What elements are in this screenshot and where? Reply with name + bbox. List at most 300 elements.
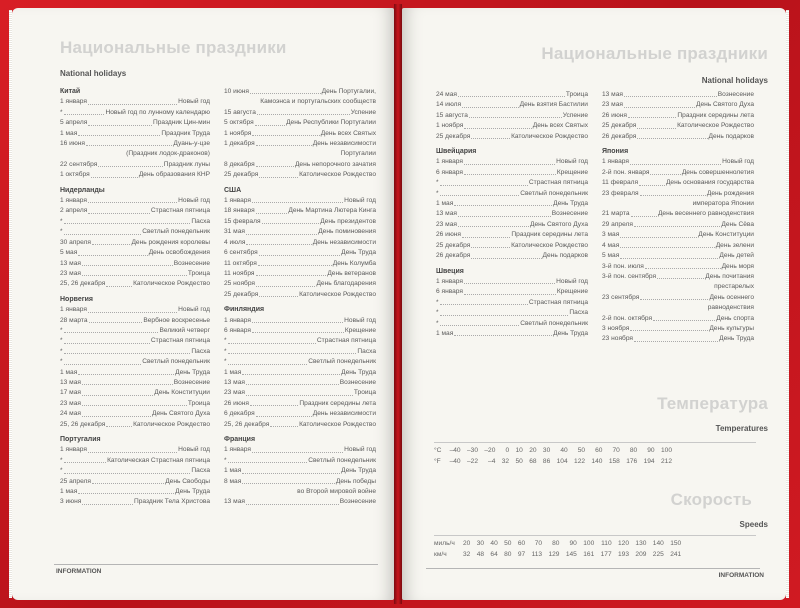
leader-dots bbox=[624, 100, 695, 107]
leader-dots bbox=[464, 287, 556, 294]
holiday-date: 25 апреля bbox=[60, 477, 91, 485]
holiday-row bbox=[224, 129, 376, 139]
leader-dots bbox=[464, 157, 555, 164]
holiday-row bbox=[60, 336, 210, 346]
holiday-name: Светлый понедельник bbox=[520, 319, 588, 327]
holiday-row bbox=[436, 132, 588, 142]
leader-dots bbox=[250, 87, 321, 94]
holiday-row bbox=[224, 399, 376, 409]
leader-dots bbox=[91, 170, 138, 177]
holiday-date: 28 марта bbox=[60, 316, 88, 324]
holiday-date: * bbox=[60, 358, 63, 366]
holiday-date: 22 сентября bbox=[60, 160, 98, 168]
holiday-row bbox=[602, 178, 754, 188]
leader-dots bbox=[259, 290, 298, 297]
holiday-name: День освобождения bbox=[148, 249, 210, 257]
holiday-row bbox=[224, 456, 376, 466]
temperature-table bbox=[434, 445, 675, 467]
holiday-row bbox=[436, 178, 588, 188]
holiday-row bbox=[224, 409, 376, 419]
holiday-name: День Труда bbox=[719, 335, 754, 343]
holiday-row bbox=[60, 108, 210, 118]
leader-dots bbox=[454, 199, 552, 206]
holiday-date: 30 апреля bbox=[60, 238, 91, 246]
holiday-row bbox=[224, 388, 376, 398]
leader-dots bbox=[228, 347, 357, 354]
holiday-row bbox=[224, 227, 376, 237]
leader-dots bbox=[92, 477, 164, 484]
holiday-row bbox=[60, 259, 210, 269]
holiday-date: * bbox=[436, 319, 439, 327]
holiday-date: 6 декабря bbox=[224, 410, 255, 418]
table-cell: 104 bbox=[556, 458, 568, 465]
leader-dots bbox=[252, 129, 319, 136]
holiday-name: Великий четверг bbox=[159, 326, 210, 334]
kmh-label: км/ч bbox=[434, 551, 447, 558]
holiday-name: Троица bbox=[187, 399, 210, 407]
holiday-date: 3 мая bbox=[602, 231, 620, 239]
table-cell: 129 bbox=[548, 551, 560, 558]
holiday-row bbox=[224, 259, 376, 269]
holiday-name: День образования КНР bbox=[138, 171, 210, 179]
holiday-name: День независимости bbox=[312, 410, 376, 418]
holiday-row bbox=[436, 189, 588, 199]
leader-dots bbox=[89, 316, 143, 323]
holiday-name: Крещение bbox=[344, 326, 376, 334]
leader-dots bbox=[620, 241, 714, 248]
holiday-date: 1 января bbox=[224, 197, 251, 205]
holiday-row bbox=[224, 160, 376, 170]
leader-dots bbox=[242, 477, 335, 484]
holiday-date: 15 февраля bbox=[224, 217, 261, 225]
holiday-row bbox=[224, 420, 376, 430]
page-title: Национальные праздники bbox=[60, 38, 287, 57]
leader-dots bbox=[246, 497, 339, 504]
leader-dots bbox=[82, 378, 173, 385]
holiday-name: День весеннего равноденствия bbox=[657, 210, 754, 218]
holiday-date: 25 декабря bbox=[436, 132, 471, 140]
left-page bbox=[12, 8, 394, 600]
holiday-row bbox=[60, 420, 210, 430]
holiday-name: День детей bbox=[719, 252, 754, 260]
holiday-name: День рождения bbox=[706, 189, 754, 197]
country-heading: Швеция bbox=[436, 267, 464, 275]
leader-dots bbox=[440, 178, 528, 185]
holiday-name: День совершеннолетия bbox=[681, 168, 754, 176]
holiday-name: Новый год bbox=[344, 446, 376, 454]
leader-dots bbox=[637, 132, 707, 139]
holiday-name: Праздник Труда bbox=[161, 129, 210, 137]
holiday-name: Светлый понедельник bbox=[142, 358, 210, 366]
table-cell: –30 bbox=[466, 447, 478, 454]
holiday-name: Успение bbox=[350, 108, 376, 116]
table-cell: 32 bbox=[501, 458, 510, 465]
table-cell: 90 bbox=[569, 540, 577, 547]
country-heading: Япония bbox=[602, 148, 629, 156]
leader-dots bbox=[620, 251, 718, 258]
holiday-name: Вознесение bbox=[717, 91, 754, 98]
holiday-date: 1 октября bbox=[60, 171, 90, 179]
page-subtitle: National holidays bbox=[60, 69, 127, 78]
kmh-row bbox=[434, 549, 684, 560]
holiday-date: 25, 26 декабря bbox=[60, 420, 106, 428]
holiday-name: Пасха bbox=[191, 467, 210, 475]
leader-dots bbox=[257, 108, 350, 115]
holiday-row bbox=[602, 262, 754, 272]
holiday-date: 25 декабря bbox=[602, 122, 637, 130]
holiday-row bbox=[224, 248, 376, 258]
holiday-name: Католическое Рождество bbox=[511, 132, 588, 140]
holiday-name: Католическое Рождество bbox=[133, 280, 210, 288]
holiday-row bbox=[60, 456, 210, 466]
leader-dots bbox=[471, 132, 510, 139]
holiday-name: День всех Святых bbox=[532, 122, 588, 130]
holiday-row bbox=[60, 149, 210, 159]
table-cell: 194 bbox=[643, 458, 655, 465]
holiday-row bbox=[224, 445, 376, 455]
holiday-row bbox=[60, 445, 210, 455]
leader-dots bbox=[64, 227, 142, 234]
holiday-date: * bbox=[60, 467, 63, 475]
holiday-row bbox=[60, 160, 210, 170]
holiday-row bbox=[602, 272, 754, 282]
holiday-row bbox=[224, 97, 376, 107]
holiday-row bbox=[60, 388, 210, 398]
leader-dots bbox=[650, 168, 680, 175]
holiday-date: 23 мая bbox=[60, 269, 81, 277]
leader-dots bbox=[228, 357, 308, 364]
holiday-row bbox=[60, 399, 210, 409]
right-page bbox=[402, 8, 786, 600]
holiday-name: императора Японии bbox=[692, 200, 754, 208]
leader-dots bbox=[454, 329, 552, 336]
holiday-name: День Сёва bbox=[721, 220, 754, 228]
holiday-row bbox=[60, 477, 210, 487]
holiday-row bbox=[60, 217, 210, 227]
holiday-name: День всех Святых bbox=[320, 129, 376, 137]
holiday-date: 5 апреля bbox=[60, 119, 88, 127]
holiday-row bbox=[60, 326, 210, 336]
holiday-row bbox=[602, 314, 754, 324]
holiday-name: День Конституции bbox=[154, 389, 210, 397]
holiday-date: 1 мая bbox=[436, 329, 454, 337]
holiday-row bbox=[602, 251, 754, 261]
speed-title: Скорость bbox=[670, 490, 752, 509]
holiday-row bbox=[602, 121, 754, 131]
leader-dots bbox=[64, 456, 106, 463]
table-cell: 225 bbox=[652, 551, 664, 558]
holiday-row bbox=[224, 269, 376, 279]
holiday-name: Вознесение bbox=[173, 378, 210, 386]
table-cell: 80 bbox=[504, 551, 512, 558]
holiday-name: Новый год bbox=[344, 316, 376, 324]
holiday-row bbox=[602, 111, 754, 121]
holiday-date: * bbox=[224, 347, 227, 355]
leader-dots bbox=[471, 241, 510, 248]
table-cell: 110 bbox=[601, 540, 612, 547]
holiday-date: 1 мая bbox=[224, 467, 242, 475]
temperature-title: Температура bbox=[657, 394, 768, 413]
holiday-row bbox=[224, 87, 376, 97]
leader-dots bbox=[106, 420, 132, 427]
holiday-row bbox=[60, 279, 210, 289]
holiday-date: 5 мая bbox=[60, 249, 78, 257]
leader-dots bbox=[252, 445, 343, 452]
leader-dots bbox=[471, 251, 541, 258]
holiday-date: 13 мая bbox=[224, 498, 245, 506]
country-heading: Швейцария bbox=[436, 148, 477, 156]
holiday-date: 24 мая bbox=[60, 410, 81, 418]
holiday-name: Страстная пятница bbox=[316, 337, 376, 345]
holiday-name: Католическое Рождество bbox=[133, 420, 210, 428]
table-cell: 80 bbox=[552, 540, 560, 547]
holiday-row bbox=[602, 303, 754, 313]
country-heading: Франция bbox=[224, 436, 256, 443]
leader-dots bbox=[440, 308, 569, 315]
holiday-name: День Труда bbox=[341, 368, 376, 376]
country-heading: Португалия bbox=[60, 436, 101, 443]
holiday-date: * bbox=[60, 347, 63, 355]
holiday-name: День Святого Духа bbox=[696, 101, 754, 109]
holiday-date: 6 сентября bbox=[224, 249, 258, 257]
table-cell: 30 bbox=[542, 447, 551, 454]
holiday-date: 8 мая bbox=[224, 477, 242, 485]
holiday-row bbox=[60, 139, 210, 149]
leader-dots bbox=[630, 324, 708, 331]
leader-dots bbox=[255, 118, 285, 125]
holiday-row bbox=[436, 111, 588, 121]
table-cell: 30 bbox=[476, 540, 485, 547]
celsius-label: °C bbox=[434, 447, 442, 454]
leader-dots bbox=[256, 269, 327, 276]
holiday-date: 13 мая bbox=[60, 259, 81, 267]
holiday-name: Католическое Рождество bbox=[299, 420, 376, 428]
holiday-name: (Праздник лодок-драконов) bbox=[126, 150, 210, 158]
holiday-row bbox=[224, 139, 376, 149]
holiday-row bbox=[60, 238, 210, 248]
table-cell: 0 bbox=[505, 447, 510, 454]
holiday-date: 6 января bbox=[436, 168, 463, 176]
holiday-row bbox=[224, 149, 376, 159]
footer-label: INFORMATION bbox=[56, 568, 102, 575]
holiday-date: 1 января bbox=[224, 446, 251, 454]
holiday-row bbox=[602, 324, 754, 334]
holiday-row bbox=[60, 357, 210, 367]
leader-dots bbox=[256, 409, 312, 416]
table-cell: 97 bbox=[517, 551, 526, 558]
leader-dots bbox=[256, 160, 294, 167]
holiday-row bbox=[224, 477, 376, 487]
holiday-row bbox=[436, 277, 588, 287]
holiday-name: Праздник луны bbox=[163, 160, 210, 168]
holiday-name: Португалии bbox=[340, 150, 376, 158]
mph-label: миль/ч bbox=[434, 540, 455, 547]
holiday-row bbox=[60, 497, 210, 507]
holiday-date: 3-й пон. июля bbox=[602, 262, 644, 270]
holiday-row bbox=[436, 100, 588, 110]
table-cell: 20 bbox=[462, 540, 471, 547]
holiday-date: * bbox=[436, 179, 439, 187]
holiday-row bbox=[436, 308, 588, 318]
holiday-name: День Труда bbox=[175, 368, 210, 376]
holiday-row bbox=[602, 199, 754, 209]
holiday-row bbox=[602, 209, 754, 219]
leader-dots bbox=[82, 497, 133, 504]
holiday-name: День Труда bbox=[175, 488, 210, 496]
holiday-name: престарелых bbox=[714, 283, 754, 291]
leader-dots bbox=[64, 326, 159, 333]
holiday-date: 1 января bbox=[60, 306, 87, 314]
holiday-row bbox=[602, 334, 754, 344]
leader-dots bbox=[64, 217, 191, 224]
holiday-date: 23 февраля bbox=[602, 189, 639, 197]
table-cell: 176 bbox=[626, 458, 638, 465]
table-cell: 50 bbox=[577, 447, 586, 454]
leader-dots bbox=[262, 217, 320, 224]
table-cell: 32 bbox=[462, 551, 471, 558]
holiday-row bbox=[602, 189, 754, 199]
holiday-date: 23 мая bbox=[602, 101, 623, 109]
holiday-name: Новый год bbox=[178, 306, 210, 314]
holiday-name: День Святого Духа bbox=[152, 410, 210, 418]
holiday-date: 4 июля bbox=[224, 238, 246, 246]
leader-dots bbox=[462, 230, 510, 237]
table-cell: 40 bbox=[560, 447, 568, 454]
holiday-date: 11 февраля bbox=[602, 179, 639, 187]
holiday-name: День Португалии, bbox=[321, 88, 376, 95]
holiday-date: 23 сентября bbox=[602, 293, 640, 301]
holiday-date: 1 мая bbox=[436, 200, 454, 208]
leader-dots bbox=[88, 305, 177, 312]
holiday-row bbox=[436, 157, 588, 167]
holiday-date: 1 января bbox=[60, 98, 87, 106]
holiday-name: День осеннего bbox=[709, 293, 754, 301]
leader-dots bbox=[620, 230, 697, 237]
table-cell: –22 bbox=[466, 458, 478, 465]
leader-dots bbox=[64, 336, 150, 343]
table-cell: 100 bbox=[660, 447, 672, 454]
holiday-row bbox=[60, 118, 210, 128]
holiday-name: День победы bbox=[335, 477, 376, 485]
holiday-row bbox=[224, 279, 376, 289]
holiday-date: 5 октября bbox=[224, 119, 254, 127]
leader-dots bbox=[88, 206, 150, 213]
leader-dots bbox=[88, 196, 177, 203]
leader-dots bbox=[628, 111, 676, 118]
holiday-row bbox=[60, 487, 210, 497]
holiday-row bbox=[224, 347, 376, 357]
table-cell: 158 bbox=[608, 458, 620, 465]
leader-dots bbox=[82, 409, 151, 416]
holiday-date: 26 июня bbox=[224, 399, 250, 407]
leader-dots bbox=[256, 206, 288, 213]
holiday-date: 13 мая bbox=[60, 378, 81, 386]
holiday-row bbox=[60, 305, 210, 315]
holiday-row bbox=[436, 199, 588, 209]
holiday-date: 3 июня bbox=[60, 498, 82, 506]
leader-dots bbox=[88, 97, 177, 104]
table-cell: 64 bbox=[490, 551, 498, 558]
holiday-date: 13 мая bbox=[436, 210, 457, 218]
holiday-row bbox=[436, 329, 588, 339]
holiday-name: День Конституции bbox=[698, 231, 754, 239]
table-cell: 60 bbox=[517, 540, 526, 547]
holiday-date: 3 ноября bbox=[602, 324, 630, 332]
holiday-name: Новый год по лунному календарю bbox=[105, 108, 210, 116]
leader-dots bbox=[640, 293, 708, 300]
holiday-date: 25, 26 декабря bbox=[224, 420, 270, 428]
leader-dots bbox=[64, 347, 191, 354]
leader-dots bbox=[64, 357, 142, 364]
holiday-date: 1 января bbox=[60, 197, 87, 205]
holiday-name: Троица bbox=[187, 269, 210, 277]
leader-dots bbox=[228, 336, 316, 343]
holiday-name: День спорта bbox=[716, 314, 754, 322]
holiday-name: Вознесение bbox=[339, 378, 376, 386]
holiday-row bbox=[224, 357, 376, 367]
holiday-row bbox=[224, 108, 376, 118]
holiday-date: 14 июля bbox=[436, 101, 462, 109]
holiday-row bbox=[602, 293, 754, 303]
holiday-date: 1 января bbox=[436, 277, 463, 285]
holiday-date: 8 декабря bbox=[224, 160, 255, 168]
leader-dots bbox=[252, 326, 344, 333]
holiday-name: День ветеранов bbox=[327, 269, 376, 277]
holiday-row bbox=[602, 168, 754, 178]
table-cell: 177 bbox=[600, 551, 612, 558]
holiday-name: Светлый понедельник bbox=[520, 189, 588, 197]
holiday-row bbox=[60, 368, 210, 378]
holiday-row bbox=[436, 121, 588, 131]
holiday-row bbox=[436, 209, 588, 219]
table-cell: 241 bbox=[670, 551, 682, 558]
holiday-date: * bbox=[224, 337, 227, 345]
leader-dots bbox=[78, 368, 174, 375]
holiday-name: Новый год bbox=[178, 98, 210, 106]
leader-dots bbox=[258, 259, 332, 266]
holiday-name: Пасха bbox=[357, 347, 376, 355]
holiday-name: во Второй мировой войне bbox=[297, 488, 376, 496]
holiday-date: 25 декабря bbox=[224, 290, 259, 298]
leader-dots bbox=[657, 272, 704, 279]
leader-dots bbox=[82, 399, 187, 406]
holiday-date: 1 ноября bbox=[436, 122, 464, 130]
holiday-date: 31 мая bbox=[224, 228, 245, 236]
table-cell: 50 bbox=[515, 458, 523, 465]
holiday-date: 1 мая bbox=[60, 368, 78, 376]
speed-subtitle: Speeds bbox=[739, 520, 768, 529]
holiday-date: 1 мая bbox=[60, 129, 78, 137]
holiday-date: 6 января bbox=[436, 288, 463, 296]
holidays-column-4 bbox=[602, 90, 754, 345]
holiday-date: 23 мая bbox=[436, 220, 457, 228]
holidays-column-1 bbox=[60, 87, 210, 508]
holiday-row bbox=[224, 118, 376, 128]
holiday-name: Праздник середины лета bbox=[299, 399, 376, 407]
holiday-name: День президентов bbox=[320, 217, 376, 225]
holiday-name: Крещение bbox=[556, 288, 588, 296]
mph-row bbox=[434, 538, 684, 549]
holiday-name: День подарков bbox=[708, 132, 754, 140]
temperature-divider bbox=[434, 442, 756, 443]
holiday-row bbox=[60, 378, 210, 388]
leader-dots bbox=[64, 466, 191, 473]
holiday-date: 1 января bbox=[224, 316, 251, 324]
holiday-date: * bbox=[60, 108, 63, 116]
table-cell: 48 bbox=[476, 551, 485, 558]
holiday-row bbox=[602, 241, 754, 251]
holiday-name: Католическое Рождество bbox=[299, 290, 376, 298]
